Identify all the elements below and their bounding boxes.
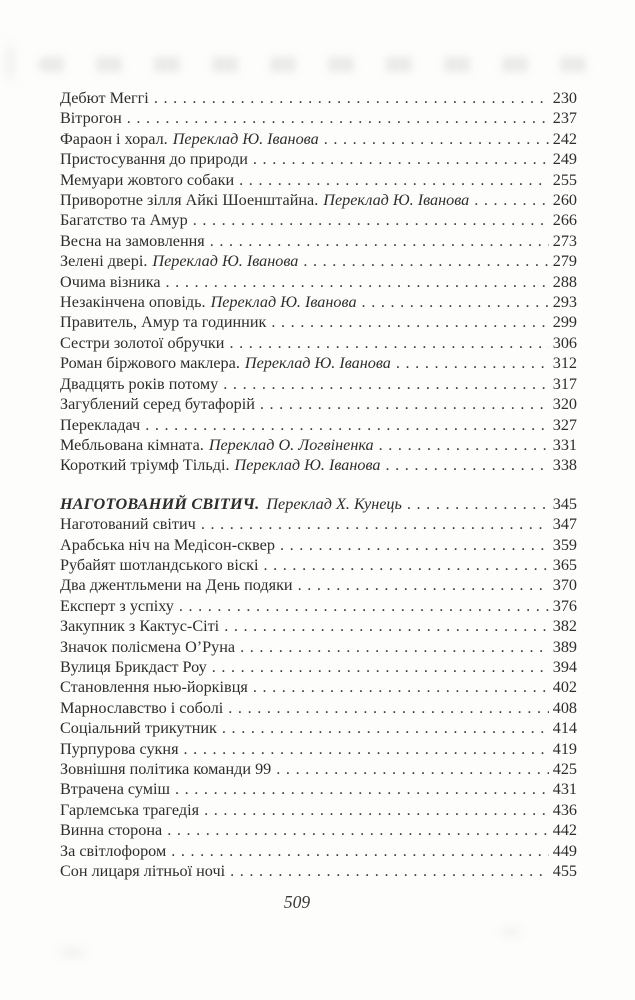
entry-title: Вітрогон (60, 109, 122, 128)
dot-leader (196, 514, 549, 534)
entry-page: 273 (552, 231, 577, 250)
entry-title: НАГОТОВАНИЙ СВІТИЧ. (60, 494, 260, 513)
entry-title: Сон лицаря літньої ночі (60, 862, 226, 881)
dot-leader (469, 190, 548, 210)
entry-title: Двадцять років потому (60, 374, 219, 393)
toc-entry (60, 394, 577, 414)
toc-entry (60, 333, 577, 353)
entry-title: Загублений серед бутафорій (60, 395, 255, 414)
entry-translator: Переклад О. Логвіненка (208, 435, 374, 454)
toc-section (60, 494, 577, 882)
entry-page: 306 (552, 333, 577, 352)
entry-translator: Переклад Ю. Іванова (234, 456, 381, 475)
dot-leader (219, 616, 549, 636)
toc-entry (60, 637, 577, 657)
toc-section-header (60, 494, 577, 514)
dot-leader (217, 718, 549, 738)
entry-title: Вулиця Брикдаст Роу (60, 657, 207, 676)
entry-page: 365 (552, 555, 577, 574)
entry-page: 331 (552, 435, 577, 454)
entry-page: 414 (552, 719, 577, 738)
dot-leader (248, 677, 549, 697)
entry-title: Пристосування до природи (60, 150, 248, 169)
entry-translator: Переклад Х. Кунець (266, 494, 402, 513)
dot-leader (275, 535, 549, 555)
entry-page: 402 (552, 678, 577, 697)
entry-page: 419 (552, 739, 577, 758)
entry-page: 449 (552, 841, 577, 860)
entry-page: 299 (552, 313, 577, 332)
toc-entry (60, 170, 577, 190)
dot-leader (199, 800, 549, 820)
entry-page: 230 (552, 89, 577, 107)
dot-leader (357, 292, 549, 312)
entry-page: 260 (552, 191, 577, 210)
toc-entry (60, 415, 577, 435)
dot-leader (218, 374, 548, 394)
entry-title: Два джентльмени на День подяки (60, 576, 293, 595)
toc-entry (60, 779, 577, 799)
dot-leader (166, 841, 549, 861)
toc-entry (60, 108, 577, 128)
dot-leader (140, 415, 549, 435)
dot-leader (319, 129, 549, 149)
dot-leader (266, 312, 548, 332)
entry-title: Мемуари жовтого собаки (60, 170, 235, 189)
toc-entry (60, 129, 577, 149)
dot-leader (223, 698, 548, 718)
dot-leader (149, 88, 549, 108)
entry-title: Втрачена суміш (60, 780, 170, 799)
entry-title: Соціальний трикутник (60, 719, 217, 738)
toc-entry (60, 555, 577, 575)
dot-leader (255, 394, 549, 414)
dot-leader (298, 251, 548, 271)
entry-title: Багатство та Амур (60, 211, 188, 230)
entry-title: Роман біржового маклера. (60, 354, 240, 373)
entry-translator: Переклад Ю. Іванова (172, 129, 319, 148)
entry-page: 370 (552, 576, 577, 595)
table-of-contents (60, 88, 577, 881)
entry-title: Короткий тріумф Тільді. (60, 456, 230, 475)
toc-entry (60, 596, 577, 616)
scan-artifact (6, 42, 14, 82)
entry-title: Зелені двері. (60, 252, 148, 271)
entry-title: Перекладач (60, 415, 141, 434)
entry-translator: Переклад Ю. Іванова (152, 252, 299, 271)
entry-page: 389 (552, 637, 577, 656)
entry-page: 376 (552, 596, 577, 615)
dot-leader (122, 108, 549, 128)
toc-entry (60, 514, 577, 534)
toc-entry (60, 88, 577, 108)
dot-leader (234, 170, 549, 190)
entry-page: 249 (552, 150, 577, 169)
dot-leader (235, 637, 549, 657)
entry-title: Весна на замовлення (60, 231, 205, 250)
toc-entry (60, 616, 577, 636)
entry-title: Винна сторона (60, 821, 163, 840)
entry-page: 455 (552, 862, 577, 881)
entry-page: 327 (552, 415, 577, 434)
toc-entry (60, 149, 577, 169)
toc-entry (60, 272, 577, 292)
entry-title: Фараон і хорал. (60, 129, 168, 148)
dot-leader (207, 657, 549, 677)
dot-leader (188, 210, 549, 230)
entry-title: Гарлемська трагедія (60, 800, 200, 819)
entry-translator: Переклад Ю. Іванова (244, 354, 391, 373)
entry-translator: Переклад Ю. Іванова (323, 191, 470, 210)
entry-page: 425 (552, 760, 577, 778)
entry-title: Дебют Меггі (60, 89, 149, 107)
toc-entry (60, 718, 577, 738)
entry-page: 345 (552, 494, 577, 513)
toc-entry (60, 190, 577, 210)
entry-title: Зовнішня політика команди 99 (60, 760, 272, 778)
entry-translator: Переклад Ю. Іванова (210, 293, 357, 312)
entry-page: 266 (552, 211, 577, 230)
entry-title: Очима візника (60, 272, 161, 291)
toc-entry (60, 455, 577, 475)
entry-page: 394 (552, 657, 577, 676)
scan-artifact (60, 948, 86, 957)
dot-leader (391, 353, 549, 373)
entry-page: 442 (552, 821, 577, 840)
dot-leader (271, 759, 548, 779)
scan-artifact (500, 928, 522, 936)
entry-title: Марнославство і соболі (60, 698, 224, 717)
toc-entry (60, 841, 577, 861)
entry-title: Сестри золотої обручки (60, 333, 225, 352)
entry-title: Арабська ніч на Медісон-сквер (60, 535, 275, 554)
dot-leader (258, 555, 548, 575)
entry-page: 359 (552, 535, 577, 554)
toc-entry (60, 292, 577, 312)
toc-entry (60, 677, 577, 697)
toc-entry (60, 251, 577, 271)
dot-leader (205, 231, 549, 251)
entry-title: Пурпурова сукня (60, 739, 179, 758)
dot-leader (174, 596, 549, 616)
toc-section (60, 88, 577, 476)
entry-page: 237 (552, 109, 577, 128)
toc-entry (60, 759, 577, 779)
entry-page: 312 (552, 354, 577, 373)
entry-page: 293 (552, 293, 577, 312)
dot-leader (225, 861, 549, 881)
toc-entry (60, 739, 577, 759)
scan-artifact (38, 57, 604, 72)
toc-entry (60, 698, 577, 718)
entry-page: 436 (552, 800, 577, 819)
entry-page: 408 (552, 698, 577, 717)
toc-entry (60, 820, 577, 840)
toc-entry (60, 861, 577, 881)
entry-title: Закупник з Кактус-Сіті (60, 617, 220, 636)
toc-entry (60, 353, 577, 373)
entry-page: 382 (552, 617, 577, 636)
entry-page: 347 (552, 515, 577, 534)
dot-leader (179, 739, 549, 759)
dot-leader (248, 149, 549, 169)
entry-page: 320 (552, 395, 577, 414)
dot-leader (161, 272, 549, 292)
entry-title: За світлофором (60, 841, 167, 860)
toc-entry (60, 657, 577, 677)
entry-page: 317 (552, 374, 577, 393)
entry-title: Мебльована кімната. (60, 435, 204, 454)
toc-entry (60, 435, 577, 455)
dot-leader (224, 333, 548, 353)
entry-page: 431 (552, 780, 577, 799)
toc-entry (60, 231, 577, 251)
dot-leader (170, 779, 549, 799)
dot-leader (162, 820, 549, 840)
entry-title: Експерт з успіху (60, 596, 174, 615)
entry-page: 255 (552, 170, 577, 189)
entry-page: 279 (552, 252, 577, 271)
entry-title: Правитель, Амур та годинник (60, 313, 267, 332)
toc-entry (60, 800, 577, 820)
entry-title: Становлення нью-йорківця (60, 678, 248, 697)
dot-leader (381, 455, 549, 475)
entry-page: 288 (552, 272, 577, 291)
dot-leader (293, 575, 549, 595)
dot-leader (402, 494, 549, 514)
page-number: 509 (283, 892, 311, 912)
toc-entry (60, 535, 577, 555)
toc-entry (60, 312, 577, 332)
toc-entry (60, 374, 577, 394)
entry-title: Приворотне зілля Айкі Шоенштайна. (60, 191, 319, 210)
dot-leader (374, 435, 549, 455)
entry-page: 242 (552, 129, 577, 148)
entry-title: Значок полісмена О’Руна (60, 637, 236, 656)
entry-title: Наготований світич (60, 515, 196, 534)
entry-page: 338 (552, 456, 577, 475)
toc-entry (60, 210, 577, 230)
toc-entry (60, 575, 577, 595)
entry-title: Рубайят шотландського віскі (60, 555, 259, 574)
entry-title: Незакінчена оповідь. (60, 293, 206, 312)
